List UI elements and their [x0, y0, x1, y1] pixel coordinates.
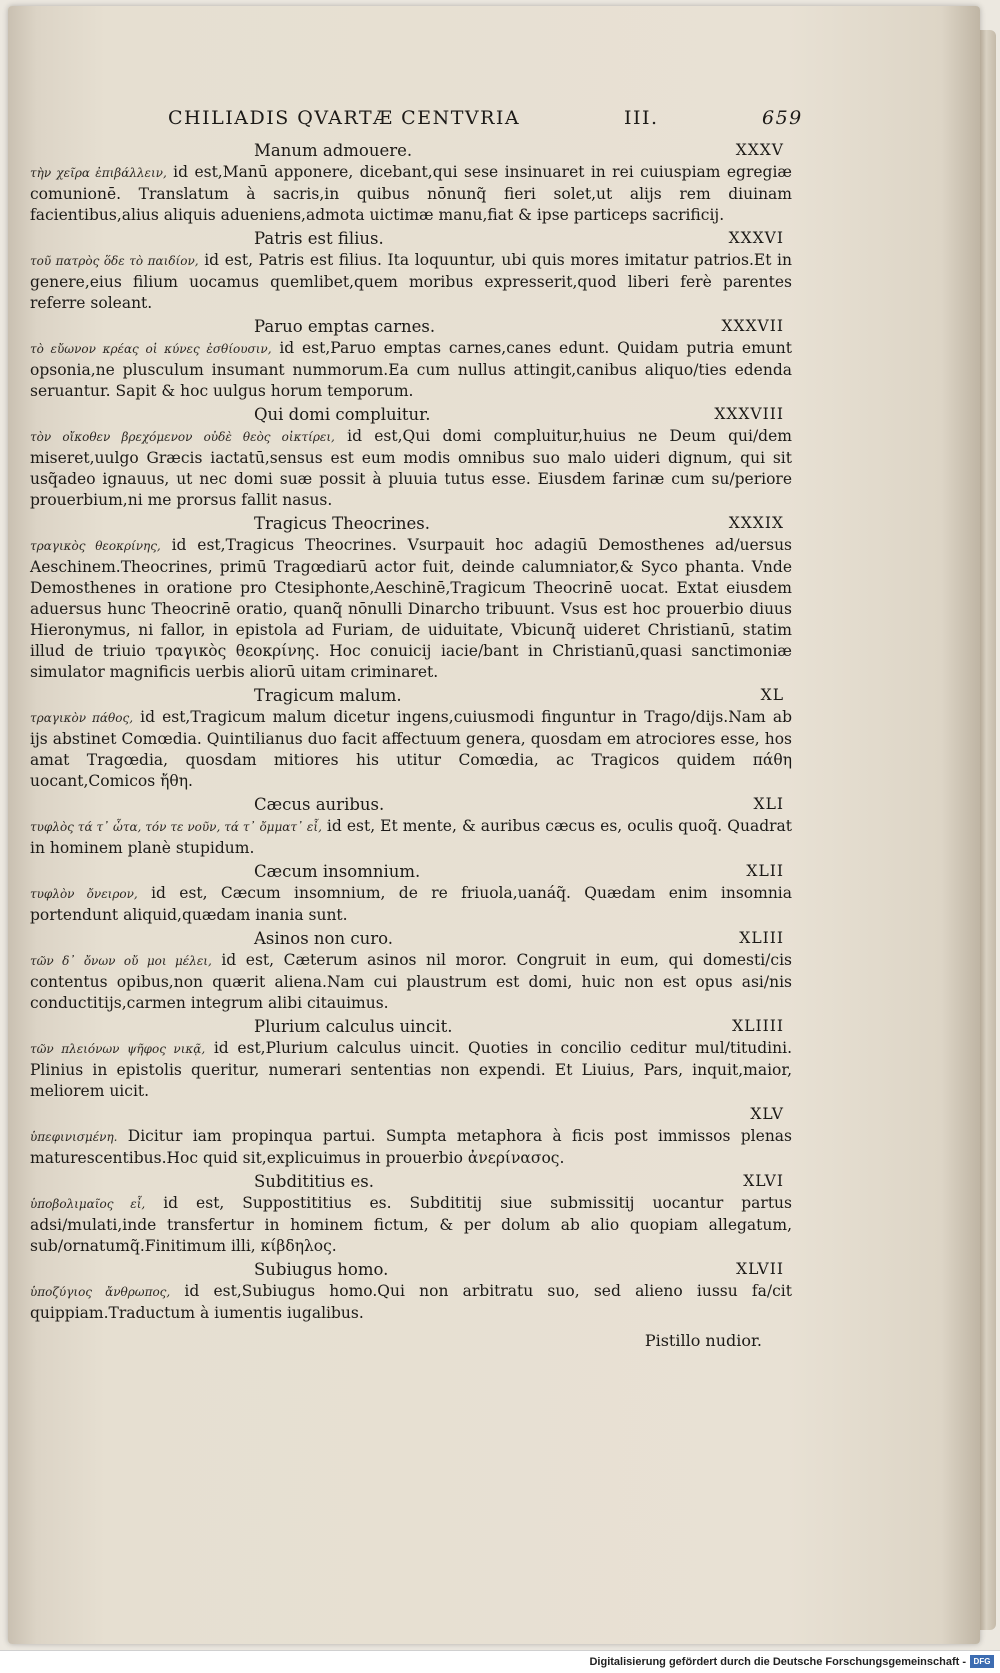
entry-title: Subiugus homo.	[254, 1260, 389, 1279]
entry-head	[20, 1171, 792, 1193]
entry-head	[20, 794, 792, 816]
greek-phrase: τυφλὸν ὄνειρον,	[30, 887, 138, 901]
greek-phrase: τραγικὸς θεοκρίνης,	[30, 539, 161, 553]
entry-body	[20, 535, 792, 683]
entry-body	[20, 883, 792, 926]
entry-head	[20, 1259, 792, 1281]
entry-head	[20, 685, 792, 707]
entry-text: id est, Cæcum insomnium, de re friuola,uanáq̃. Quædam enim insomnia portendunt aliquid,quædam inania sunt.	[30, 884, 792, 924]
adage-entry	[20, 316, 792, 402]
entry-head	[20, 316, 792, 338]
entry-number: XLVII	[736, 1260, 784, 1278]
greek-phrase: ὑποζύγιος ἄνθρωπος,	[30, 1285, 171, 1299]
entry-text: id est,Plurium calculus uincit. Quoties in concilio ceditur mul/titudini. Plinius in epistolis queritur, numerari sententias non expendi. Et Liuius, Pars, inquit,maior, meliorem uicit.	[30, 1039, 792, 1100]
entry-title: Tragicum malum.	[254, 686, 402, 705]
adage-entry	[20, 1171, 792, 1257]
running-head	[20, 107, 803, 140]
entry-title: Plurium calculus uincit.	[254, 1017, 453, 1036]
entry-title: Qui domi compluitur.	[254, 405, 431, 424]
greek-phrase: τὸν οἴκοθεν βρεχόμενον οὐδὲ θεὸς οἰκτίρει,	[30, 430, 335, 444]
entry-text: id est,Tragicum malum dicetur ingens,cuiusmodi finguntur in Trago/dijs.Nam ab ijs abstinet Comœdia. Quintilianus duo facit affectuum genera, quosdam em atrociores esse, hos amat Tragœdia, quosdam mitiores his utitur Comœdia, ac Tragicos quidem πάθη uocant,Comicos ἤθη.	[30, 708, 792, 790]
entry-title: Asinos non curo.	[254, 929, 394, 948]
greek-phrase: τραγικὸν πάθος,	[30, 711, 134, 725]
catchword: Pistillo nudior.	[644, 1331, 762, 1350]
entry-head	[20, 928, 792, 950]
greek-phrase: τὴν χεῖρα ἐπιβάλλειν,	[30, 166, 167, 180]
entry-number: XXXIX	[728, 514, 784, 532]
adage-entry	[20, 1104, 792, 1169]
adage-entry	[20, 794, 792, 859]
entry-text: id est, Et mente, & auribus cæcus es, oculis quoq̃. Quadrat in hominem planè stupidum.	[30, 817, 792, 857]
entry-number: XLVI	[743, 1172, 784, 1190]
entry-text: id est,Subiugus homo.Qui non arbitratu suo, sed alieno iussu fa/cit quippiam.Traductum à iumentis iugalibus.	[30, 1282, 792, 1322]
entry-body	[20, 816, 792, 859]
entry-number: XL	[760, 686, 784, 704]
entry-text: id est, Cæterum asinos nil moror. Congruit in eum, qui domesti/cis contentus opibus,non quærit aliena.Nam cui plaustrum est domi, huic non est opus asi/nis conductitijs,carmen integrum alibi citauimus.	[30, 951, 792, 1012]
entry-number: XLIIII	[732, 1017, 784, 1035]
entry-number: XLII	[746, 862, 784, 880]
entry-number: XXXVII	[721, 317, 784, 335]
entry-number: XLV	[750, 1105, 784, 1123]
entry-body	[20, 950, 792, 1014]
entry-body	[20, 162, 792, 226]
greek-phrase: τυφλὸς τά τ᾽ ὦτα, τόν τε νοῦν, τά τ᾽ ὄμματ᾽ εἶ,	[30, 820, 322, 834]
entry-body	[20, 1281, 792, 1324]
entry-head	[20, 140, 792, 162]
adage-entry	[20, 1259, 792, 1324]
greek-phrase: τῶν πλειόνων ψῆφος νικᾷ,	[30, 1042, 206, 1056]
entry-number: XLI	[753, 795, 784, 813]
adage-entry	[20, 513, 792, 683]
credit-bar	[0, 1650, 1000, 1673]
entry-number: XXXVIII	[714, 405, 784, 423]
adage-entry	[20, 685, 792, 792]
running-head-number: III.	[624, 107, 659, 129]
adage-entry	[20, 404, 792, 511]
entry-text: id est, Suppostititius es. Subdititij siue submissitij uocantur partus adsi/mulati,inde transfertur in hominem fictum, & per dolum ab alio quopiam allegatum, sub/ornatumq̃.Finitimum illi, κίβδηλος.	[30, 1194, 792, 1255]
entry-text: id est, Patris est filius. Ita loquuntur, ubi quis mores imitatur patrios.Et in genere,eius filium uocamus quemlibet,quem moribus expresserit,quod liberi ferè parentes referre soleant.	[30, 251, 792, 312]
entry-head	[20, 1016, 792, 1038]
entry-body	[20, 1193, 792, 1257]
entry-number: XLIII	[739, 929, 784, 947]
entry-title: Tragicus Theocrines.	[254, 514, 430, 533]
entry-title: Patris est filius.	[254, 229, 384, 248]
dfg-logo-icon: DFG	[970, 1655, 994, 1668]
page-number: 659	[762, 107, 803, 129]
text-block	[20, 107, 803, 1351]
greek-phrase: ὑπεφινισμένη.	[30, 1130, 118, 1144]
greek-phrase: τὸ εὔωνον κρέας οἱ κύνες ἐσθίουσιν,	[30, 342, 272, 356]
entry-title: Cæcum insomnium.	[254, 862, 421, 881]
entry-text: Dicitur iam propinqua partui. Sumpta metaphora à ficis post immissos plenas maturescentibus.Hoc quid sit,explicuimus in prouerbio ἀνερίνασος.	[30, 1127, 792, 1167]
entry-body	[20, 1126, 792, 1169]
entry-body	[20, 426, 792, 511]
entry-body	[20, 250, 792, 314]
entry-head	[20, 1104, 792, 1126]
adage-entry	[20, 1016, 792, 1102]
entry-body	[20, 1038, 792, 1102]
adage-entry	[20, 228, 792, 314]
greek-phrase: τῶν δ᾽ ὄνων οὔ μοι μέλει,	[30, 954, 212, 968]
entry-body	[20, 338, 792, 402]
adage-entry	[20, 140, 792, 226]
entries-list	[20, 140, 792, 1324]
running-head-title: CHILIADIS QVARTÆ CENTVRIA	[168, 107, 521, 129]
entry-number: XXXVI	[728, 229, 784, 247]
entry-text: id est,Paruo emptas carnes,canes edunt. Quidam putria emunt opsonia,ne plusculum insumant nummorum.Ea cum nullus attingit,canibus aliquo/ties edenda seruantur. Sapit & hoc uulgus horum temporum.	[30, 339, 792, 400]
page-edge	[980, 30, 996, 1630]
entry-number: XXXV	[735, 141, 784, 159]
entry-head	[20, 228, 792, 250]
entry-title: Cæcus auribus.	[254, 795, 385, 814]
entry-text: id est,Manū apponere, dicebant,qui sese insinuaret in rei cuiuspiam egregiæ comunionē. Translatum à sacris,in quibus nōnunq̃ fieri solet,ut alijs rem diuinam facientibus,alius aliquis adueniens,admota uictimæ manu,fiat & ipse particeps sacrificij.	[30, 163, 792, 224]
entry-head	[20, 513, 792, 535]
entry-text: id est,Tragicus Theocrines. Vsurpauit hoc adagiū Demosthenes ad/uersus Aeschinem.Theocrines, primū Tragœdiarū actor fuit, deinde calumniator,& Syco phanta. Vnde Demosthenes in oratione pro Ctesiphonte,Aeschinē,Tragicum Theocrinē uocat. Extat eiusdem aduersus hunc Theocrinē oratio, quanq̃ nōnulli Dinarcho tribuunt. Vsus est hoc prouerbio diuus Hieronymus, ni fallor, in epistola ad Furiam, de uiduitate, Vbicunq̃ uideret Christianū, statim illud de triuio τραγικὸς θεοκρίνης. Hoc conuicij iacie/bant in Christianū,quasi sanctimoniæ simulator magnificis uerbis aliorū uitam criminaret.	[30, 536, 792, 681]
entry-head	[20, 404, 792, 426]
entry-title: Subdititius es.	[254, 1172, 374, 1191]
greek-phrase: τοῦ πατρὸς ὅδε τὸ παιδίον,	[30, 254, 199, 268]
entry-title: Manum admouere.	[254, 141, 413, 160]
greek-phrase: ὑποβολιμαῖος εἶ,	[30, 1197, 146, 1211]
entry-title: Paruo emptas carnes.	[254, 317, 436, 336]
entry-head	[20, 861, 792, 883]
entry-body	[20, 707, 792, 792]
entry-text: id est,Qui domi compluitur,huius ne Deum qui/dem miseret,uulgo Græcis iactatū,sensus est eum modis omnibus suo malo uideri dignum, qui sit usq̃adeo ignauus, ut nec domi suæ possit à pluuia tutus esse. Eiusdem farinæ cum su/periore prouerbium,ni me prorsus fallit nasus.	[30, 427, 792, 509]
adage-entry	[20, 861, 792, 926]
adage-entry	[20, 928, 792, 1014]
credit-text: Digitalisierung gefördert durch die Deutsche Forschungsgemeinschaft -	[589, 1656, 966, 1668]
